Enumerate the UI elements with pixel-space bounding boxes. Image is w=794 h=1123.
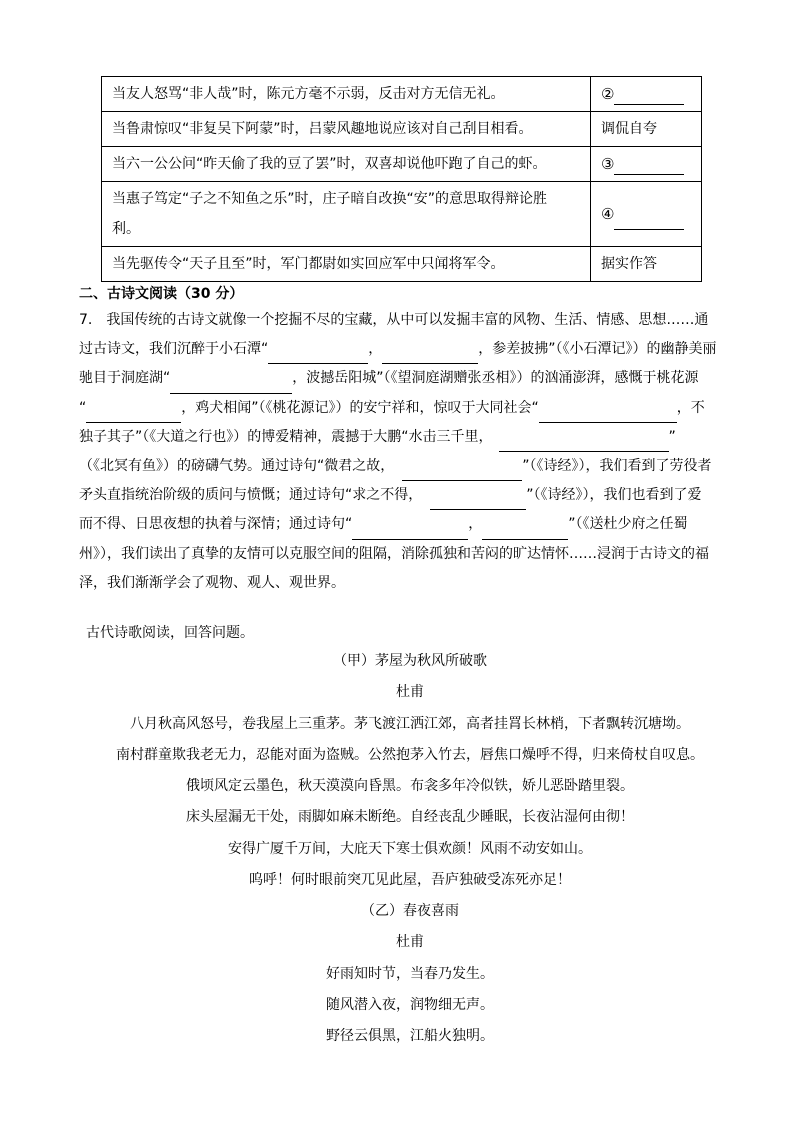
table-row: [102, 182, 702, 247]
poem-intro: 古代诗歌阅读，回答问题。: [86, 625, 254, 641]
poem-line: 呜呼！何时眼前突兀见此屋，吾庐独破受冻死亦足！: [249, 872, 571, 889]
table-cell-text: 当友人怒骂“非人哉”时，陈元方毫不示弱，反击对方无信无礼。: [102, 77, 591, 112]
poem-line: 好雨知时节，当春乃发生。: [326, 965, 494, 982]
fill-blank[interactable]: [499, 435, 669, 452]
question-7: 7. 我国传统的古诗文就像一个挖掘不尽的宝藏，从中可以发掘丰富的风物、生活、情感、思想……通 过古诗文，我们沉醉于小石潭“ ， ，参差披拂”（《小石潭记》）的幽静美丽 驰目于洞庭湖“ ，波撼岳阳城”（《望洞庭湖赠张丞相》）的汹涌澎湃，感慨于桃花源 “ ，鸡犬相闻”（《桃花源记》）的安宁祥和，惊叹于大同社会“ ，不 独子其子”（《大道之行也》）的博爱精神，震撼于大鹏“水击三千里， ” （《北冥有鱼》）的磅礴气势。通过诗句“微君之故， ”（《诗经》），我们看到了劳役者 矛头直指统治阶级的质问与愤慨；通过诗句“求之不得， ”（《诗经》），我们也看到了爱 而不得、日思夜想的执着与深情；通过诗句“ ， ”（《送杜少府之任蜀 州》），我们读出了真挚的友情可以克服空间的阻隔，消除孤独和苦闷的旷达情怀……浸润于古诗文的福 泽，我们渐渐学会了观物、观人、观世界。: [79, 312, 717, 591]
table-cell-answer: ②: [591, 77, 702, 112]
fill-blank[interactable]: [86, 406, 181, 423]
poem-author: 杜甫: [396, 934, 424, 951]
poem-title: （甲）茅屋为秋风所破歌: [333, 653, 487, 669]
table-cell-answer: ④: [591, 182, 702, 247]
fill-blank[interactable]: [268, 347, 368, 364]
poem-line: 野径云俱黑，江船火独明。: [326, 1028, 494, 1045]
table-cell-answer: 调侃自夸: [591, 112, 702, 147]
table-cell-text: 当惠子笃定“子之不知鱼之乐”时，庄子暗自改换“安”的意思取得辩论胜 利。: [102, 182, 591, 247]
table-cell-text: 当鲁肃惊叹“非复吴下阿蒙”时，吕蒙风趣地说应该对自己刮目相看。: [102, 112, 591, 147]
table-cell-answer: ③: [591, 147, 702, 182]
table-row: [102, 77, 702, 112]
poem-title: （乙）春夜喜雨: [361, 903, 459, 919]
answer-blank[interactable]: [614, 160, 684, 175]
poem-line: 南村群童欺我老无力，忍能对面为盗贼。公然抱茅入竹去，唇焦口燥呼不得，归来倚杖自叹息。: [116, 746, 704, 763]
table-row: [102, 147, 702, 182]
answer-blank[interactable]: [614, 90, 684, 105]
poem-a: [79, 646, 741, 896]
poem-line: 随风潜入夜，润物细无声。: [326, 996, 494, 1013]
fill-blank[interactable]: [352, 523, 468, 540]
poem-line: 床头屋漏无干处，雨脚如麻未断绝。自经丧乱少睡眠，长夜沾湿何由彻！: [186, 809, 634, 826]
table-cell-text: 当先驱传令“天子且至”时，军门都尉如实回应军中只闻将军令。: [102, 247, 591, 282]
fill-blank[interactable]: [539, 406, 677, 423]
table-cell-text: 当六一公公问“昨天偷了我的豆了罢”时，双喜却说他吓跑了自己的虾。: [102, 147, 591, 182]
section-heading: 二、古诗文阅读（30 分）: [79, 286, 244, 302]
poem-b: [79, 896, 741, 1052]
table-cell-answer: 据实作答: [591, 247, 702, 282]
fill-blank[interactable]: [430, 493, 526, 510]
poem-line: 俄顷风定云墨色，秋天漠漠向昏黑。布衾多年冷似铁，娇儿恶卧踏里裂。: [186, 778, 634, 795]
fill-blank[interactable]: [382, 347, 478, 364]
poem-author: 杜甫: [396, 684, 424, 701]
table-row: [102, 247, 702, 282]
answer-table: [101, 76, 702, 282]
answer-blank[interactable]: [614, 215, 684, 230]
poem-line: 八月秋高风怒号，卷我屋上三重茅。茅飞渡江洒江郊，高者挂罥长林梢，下者飘转沉塘坳。: [130, 715, 690, 732]
fill-blank[interactable]: [482, 523, 568, 540]
table-row: [102, 112, 702, 147]
poem-line: 安得广厦千万间，大庇天下寒士俱欢颜！风雨不动安如山。: [228, 840, 592, 857]
fill-blank[interactable]: [170, 377, 292, 394]
fill-blank[interactable]: [402, 464, 522, 481]
